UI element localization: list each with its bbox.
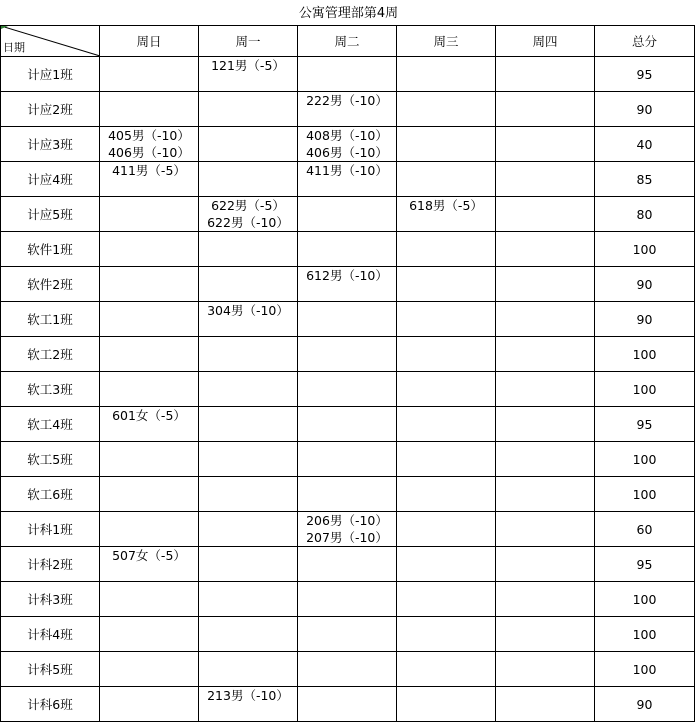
day-cell-thursday[interactable] (496, 337, 595, 372)
deduction-entry: 612男（-10） (306, 268, 388, 283)
day-cell-tuesday[interactable] (298, 512, 397, 547)
day-cell-monday[interactable] (199, 582, 298, 617)
deduction-entry: 601女（-5） (112, 408, 186, 423)
total-score-cell[interactable]: 100 (595, 617, 695, 652)
day-cell-thursday[interactable] (496, 92, 595, 127)
day-cell-thursday[interactable] (496, 687, 595, 722)
day-cell-monday[interactable] (199, 232, 298, 267)
header-tuesday[interactable]: 周二 (298, 26, 397, 57)
deduction-entry: 207男（-10） (306, 530, 388, 545)
class-name-cell[interactable]: 软工2班 (1, 337, 100, 372)
day-cell-wednesday[interactable] (397, 57, 496, 92)
day-cell-wednesday[interactable] (397, 92, 496, 127)
table-row (1, 127, 695, 162)
day-cell-sunday[interactable] (100, 302, 199, 337)
deduction-entry: 618男（-5） (409, 198, 483, 213)
day-cell-monday[interactable] (199, 372, 298, 407)
total-score-cell[interactable]: 100 (595, 582, 695, 617)
total-score-cell[interactable]: 95 (595, 547, 695, 582)
class-name-cell[interactable]: 计科6班 (1, 687, 100, 722)
total-score-cell[interactable]: 100 (595, 337, 695, 372)
header-row (1, 26, 695, 57)
day-cell-thursday[interactable] (496, 512, 595, 547)
table-row (1, 267, 695, 302)
header-wednesday[interactable]: 周三 (397, 26, 496, 57)
corner-label: 日期 (3, 41, 25, 54)
class-name-cell[interactable]: 计应2班 (1, 92, 100, 127)
day-cell-tuesday[interactable] (298, 92, 397, 127)
day-cell-sunday[interactable] (100, 407, 199, 442)
day-cell-sunday[interactable] (100, 267, 199, 302)
total-score-cell[interactable]: 60 (595, 512, 695, 547)
class-name-cell[interactable]: 软件1班 (1, 232, 100, 267)
day-cell-monday[interactable] (199, 57, 298, 92)
day-cell-monday[interactable] (199, 407, 298, 442)
day-cell-sunday[interactable] (100, 582, 199, 617)
class-name-cell[interactable]: 计科5班 (1, 652, 100, 687)
table-row (1, 92, 695, 127)
day-cell-wednesday[interactable] (397, 267, 496, 302)
day-cell-sunday[interactable] (100, 547, 199, 582)
corner-header-cell[interactable] (1, 26, 100, 57)
deduction-entry: 622男（-10） (207, 215, 289, 230)
table-row (1, 512, 695, 547)
day-cell-thursday[interactable] (496, 127, 595, 162)
class-name-cell[interactable]: 计科3班 (1, 582, 100, 617)
table-row (1, 687, 695, 722)
table-row (1, 57, 695, 92)
day-cell-wednesday[interactable] (397, 372, 496, 407)
deduction-entry: 222男（-10） (306, 93, 388, 108)
day-cell-wednesday[interactable] (397, 477, 496, 512)
table-row (1, 617, 695, 652)
table-row (1, 407, 695, 442)
day-cell-monday[interactable] (199, 512, 298, 547)
day-cell-tuesday[interactable] (298, 582, 397, 617)
day-cell-wednesday[interactable] (397, 582, 496, 617)
table-row (1, 547, 695, 582)
deduction-entry: 121男（-5） (211, 58, 285, 73)
day-cell-thursday[interactable] (496, 547, 595, 582)
day-cell-sunday[interactable] (100, 617, 199, 652)
day-cell-monday[interactable] (199, 477, 298, 512)
day-cell-wednesday[interactable] (397, 652, 496, 687)
table-row (1, 477, 695, 512)
class-name-cell[interactable]: 计应3班 (1, 127, 100, 162)
day-cell-tuesday[interactable] (298, 617, 397, 652)
day-cell-thursday[interactable] (496, 652, 595, 687)
total-score-cell[interactable]: 100 (595, 652, 695, 687)
day-cell-thursday[interactable] (496, 372, 595, 407)
day-cell-sunday[interactable] (100, 162, 199, 197)
class-name-cell[interactable]: 计科2班 (1, 547, 100, 582)
total-score-cell[interactable]: 40 (595, 127, 695, 162)
total-score-cell[interactable]: 90 (595, 687, 695, 722)
day-cell-thursday[interactable] (496, 162, 595, 197)
day-cell-thursday[interactable] (496, 442, 595, 477)
day-cell-monday[interactable] (199, 162, 298, 197)
class-name-cell[interactable]: 计科1班 (1, 512, 100, 547)
day-cell-monday[interactable] (199, 547, 298, 582)
total-score-cell[interactable]: 90 (595, 92, 695, 127)
day-cell-thursday[interactable] (496, 582, 595, 617)
day-cell-wednesday[interactable] (397, 337, 496, 372)
day-cell-wednesday[interactable] (397, 197, 496, 232)
day-cell-sunday[interactable] (100, 92, 199, 127)
day-cell-tuesday[interactable] (298, 442, 397, 477)
day-cell-sunday[interactable] (100, 442, 199, 477)
day-cell-wednesday[interactable] (397, 442, 496, 477)
day-cell-sunday[interactable] (100, 127, 199, 162)
day-cell-thursday[interactable] (496, 407, 595, 442)
header-thursday[interactable]: 周四 (496, 26, 595, 57)
total-score-cell[interactable]: 100 (595, 232, 695, 267)
day-cell-monday[interactable] (199, 652, 298, 687)
total-score-cell[interactable]: 95 (595, 57, 695, 92)
day-cell-tuesday[interactable] (298, 162, 397, 197)
day-cell-wednesday[interactable] (397, 512, 496, 547)
day-cell-sunday[interactable] (100, 652, 199, 687)
header-monday[interactable]: 周一 (199, 26, 298, 57)
day-cell-tuesday[interactable] (298, 232, 397, 267)
day-cell-monday[interactable] (199, 127, 298, 162)
deduction-entry: 507女（-5） (112, 548, 186, 563)
day-cell-sunday[interactable] (100, 197, 199, 232)
day-cell-monday[interactable] (199, 302, 298, 337)
total-score-cell[interactable]: 85 (595, 162, 695, 197)
table-row (1, 162, 695, 197)
day-cell-thursday[interactable] (496, 267, 595, 302)
day-cell-sunday[interactable] (100, 372, 199, 407)
day-cell-tuesday[interactable] (298, 197, 397, 232)
class-name-cell[interactable]: 软工6班 (1, 477, 100, 512)
day-cell-sunday[interactable] (100, 477, 199, 512)
day-cell-monday[interactable] (199, 92, 298, 127)
deduction-entry: 213男（-10） (207, 688, 289, 703)
score-table (0, 25, 695, 722)
deduction-entry: 405男（-10） (108, 128, 190, 143)
table-row (1, 302, 695, 337)
table-row (1, 372, 695, 407)
total-score-cell[interactable]: 100 (595, 477, 695, 512)
day-cell-monday[interactable] (199, 267, 298, 302)
deduction-entry: 406男（-10） (306, 145, 388, 160)
day-cell-sunday[interactable] (100, 337, 199, 372)
day-cell-monday[interactable] (199, 337, 298, 372)
class-name-cell[interactable]: 计应1班 (1, 57, 100, 92)
table-row (1, 582, 695, 617)
deduction-entry: 304男（-10） (207, 303, 289, 318)
day-cell-wednesday[interactable] (397, 687, 496, 722)
day-cell-sunday[interactable] (100, 512, 199, 547)
deduction-entry: 411男（-10） (306, 163, 388, 178)
day-cell-thursday[interactable] (496, 477, 595, 512)
day-cell-wednesday[interactable] (397, 127, 496, 162)
class-name-cell[interactable]: 软工3班 (1, 372, 100, 407)
day-cell-monday[interactable] (199, 687, 298, 722)
day-cell-tuesday[interactable] (298, 57, 397, 92)
day-cell-wednesday[interactable] (397, 617, 496, 652)
day-cell-thursday[interactable] (496, 57, 595, 92)
class-name-cell[interactable]: 软工1班 (1, 302, 100, 337)
day-cell-tuesday[interactable] (298, 267, 397, 302)
day-cell-tuesday[interactable] (298, 302, 397, 337)
day-cell-wednesday[interactable] (397, 547, 496, 582)
day-cell-wednesday[interactable] (397, 407, 496, 442)
day-cell-sunday[interactable] (100, 687, 199, 722)
day-cell-sunday[interactable] (100, 57, 199, 92)
day-cell-tuesday[interactable] (298, 127, 397, 162)
day-cell-tuesday[interactable] (298, 652, 397, 687)
deduction-entry: 411男（-5） (112, 163, 186, 178)
table-body (1, 57, 695, 722)
class-name-cell[interactable]: 软件2班 (1, 267, 100, 302)
day-cell-thursday[interactable] (496, 232, 595, 267)
deduction-entry: 206男（-10） (306, 513, 388, 528)
day-cell-wednesday[interactable] (397, 232, 496, 267)
table-row (1, 232, 695, 267)
day-cell-tuesday[interactable] (298, 477, 397, 512)
day-cell-monday[interactable] (199, 617, 298, 652)
table-row (1, 197, 695, 232)
total-score-cell[interactable]: 95 (595, 407, 695, 442)
table-row (1, 652, 695, 687)
day-cell-thursday[interactable] (496, 302, 595, 337)
deduction-entry: 406男（-10） (108, 145, 190, 160)
table-row (1, 337, 695, 372)
day-cell-monday[interactable] (199, 197, 298, 232)
table-row (1, 442, 695, 477)
day-cell-thursday[interactable] (496, 617, 595, 652)
day-cell-tuesday[interactable] (298, 547, 397, 582)
day-cell-sunday[interactable] (100, 232, 199, 267)
class-name-cell[interactable]: 计应5班 (1, 197, 100, 232)
sheet-title: 公寓管理部第4周 (298, 6, 399, 21)
class-name-cell[interactable]: 计科4班 (1, 617, 100, 652)
day-cell-tuesday[interactable] (298, 687, 397, 722)
deduction-entry: 622男（-5） (211, 198, 285, 213)
day-cell-tuesday[interactable] (298, 407, 397, 442)
deduction-entry: 408男（-10） (306, 128, 388, 143)
class-name-cell[interactable]: 软工4班 (1, 407, 100, 442)
class-name-cell[interactable]: 计应4班 (1, 162, 100, 197)
total-score-cell[interactable]: 100 (595, 442, 695, 477)
class-name-cell[interactable]: 软工5班 (1, 442, 100, 477)
day-cell-monday[interactable] (199, 442, 298, 477)
day-cell-thursday[interactable] (496, 197, 595, 232)
day-cell-wednesday[interactable] (397, 302, 496, 337)
header-sunday[interactable]: 周日 (100, 26, 199, 57)
day-cell-wednesday[interactable] (397, 162, 496, 197)
day-cell-tuesday[interactable] (298, 372, 397, 407)
total-score-cell[interactable]: 90 (595, 302, 695, 337)
total-score-cell[interactable]: 100 (595, 372, 695, 407)
day-cell-tuesday[interactable] (298, 337, 397, 372)
total-score-cell[interactable]: 90 (595, 267, 695, 302)
total-score-cell[interactable]: 80 (595, 197, 695, 232)
header-total[interactable]: 总分 (595, 26, 695, 57)
